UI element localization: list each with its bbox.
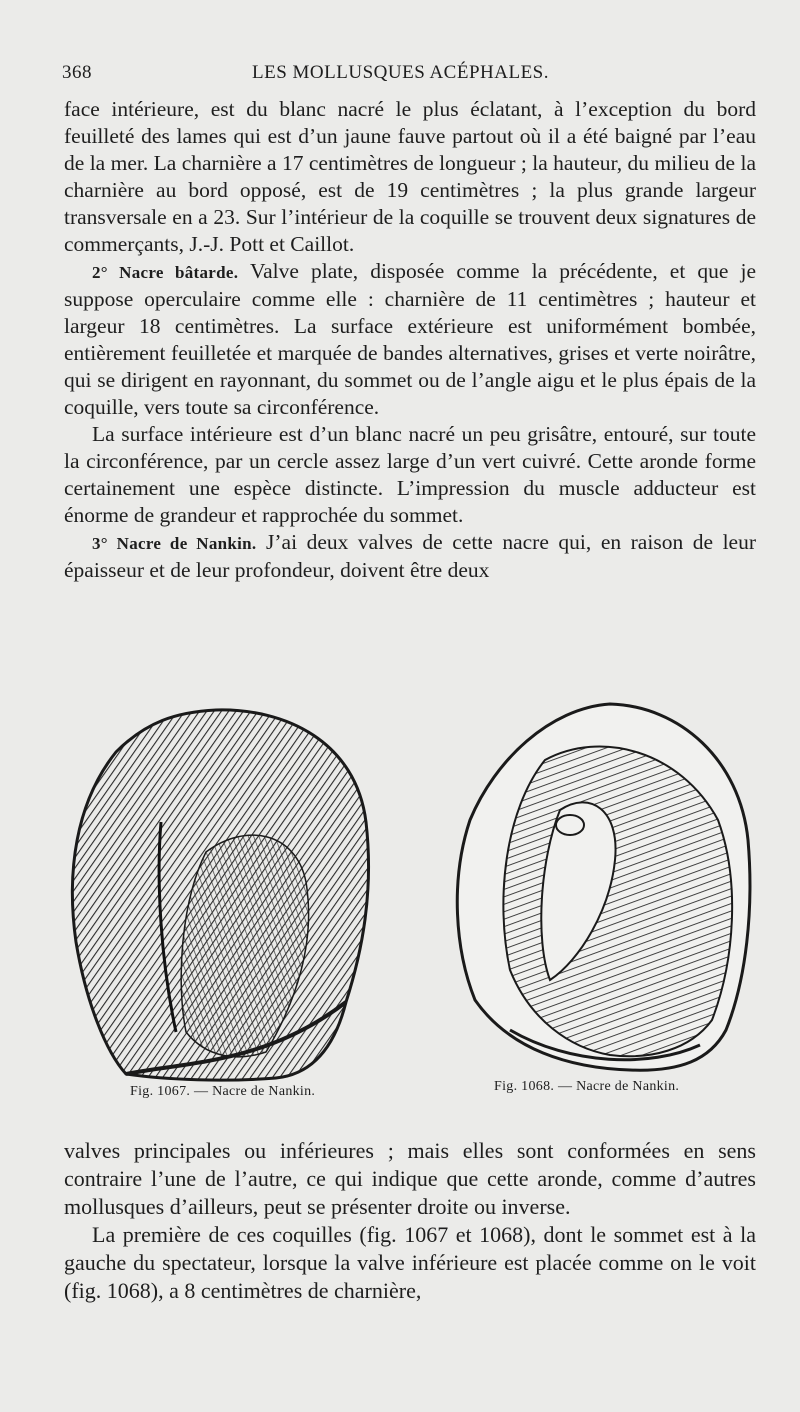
section-heading: 2° Nacre bâtarde.	[92, 263, 239, 282]
paragraph	[64, 529, 756, 584]
paragraph	[64, 258, 756, 421]
paragraph: face intérieure, est du blanc nacré le plus éclatant, à l’exception du bord feuilleté des lames qui est d’un jaune fauve partout où il a été baigné par l’eau de la mer. La charnière a 17 centimètres de longueur ; la hauteur, du milieu de la charnière au bord opposé, est de 19 centimètres ; la plus grande largeur transversale en a 23. Sur l’intérieur de la coquille se trouvent deux signatures de commerçants, J.-J. Pott et Caillot.	[64, 97, 756, 256]
paragraph-text: J’ai deux valves de cette nacre qui, en raison de leur épaisseur et de leur profondeur, doivent être deux	[64, 530, 756, 582]
running-title: LES MOLLUSQUES ACÉPHALES.	[252, 62, 549, 83]
figure-1068-caption: Fig. 1068. — Nacre de Nankin.	[494, 1079, 680, 1094]
text-block-bottom	[64, 1137, 756, 1305]
text-block-top	[64, 96, 756, 584]
section-heading: 3° Nacre de Nankin.	[92, 534, 257, 553]
paragraph: valves principales ou inférieures ; mais elles sont conformées en sens contraire l’une de l’autre, ce qui indique que cette aronde, comme d’autres mollusques d’ailleurs, peut se présenter droite ou inverse.	[64, 1138, 756, 1219]
paragraph: La surface intérieure est d’un blanc nacré un peu grisâtre, entouré, sur toute la circonférence, par un cercle assez large d’un vert cuivré. Cette aronde forme certainement une espèce distincte. L’impression du muscle adducteur est énorme de grandeur et rapprochée du sommet.	[64, 422, 756, 527]
shell-illustration-exterior	[66, 702, 376, 1082]
shell-illustration-interior	[450, 700, 756, 1075]
page-number: 368	[62, 62, 92, 83]
paragraph: La première de ces coquilles (fig. 1067 et 1068), dont le sommet est à la gauche du spectateur, lorsque la valve inférieure est placée comme on le voit (fig. 1068), a 8 centimètres de charnière,	[64, 1222, 756, 1303]
figure-1067-shell-exterior	[66, 702, 376, 1082]
paragraph-text: Valve plate, disposée comme la précédente, et que je suppose operculaire comme elle : charnière de 11 centimètres ; hauteur et largeur 18 centimètres. La surface extérieure est uniformément bombée, entièrement feuilletée et marquée de bandes alternatives, grises et verte noirâtre, qui se dirigent en rayonnant, du sommet ou de l’angle aigu et le plus épais de la coquille, vers toute sa circonférence.	[64, 259, 756, 419]
figure-1068-shell-interior	[450, 700, 756, 1075]
figure-1067-caption: Fig. 1067. — Nacre de Nankin.	[130, 1084, 316, 1099]
